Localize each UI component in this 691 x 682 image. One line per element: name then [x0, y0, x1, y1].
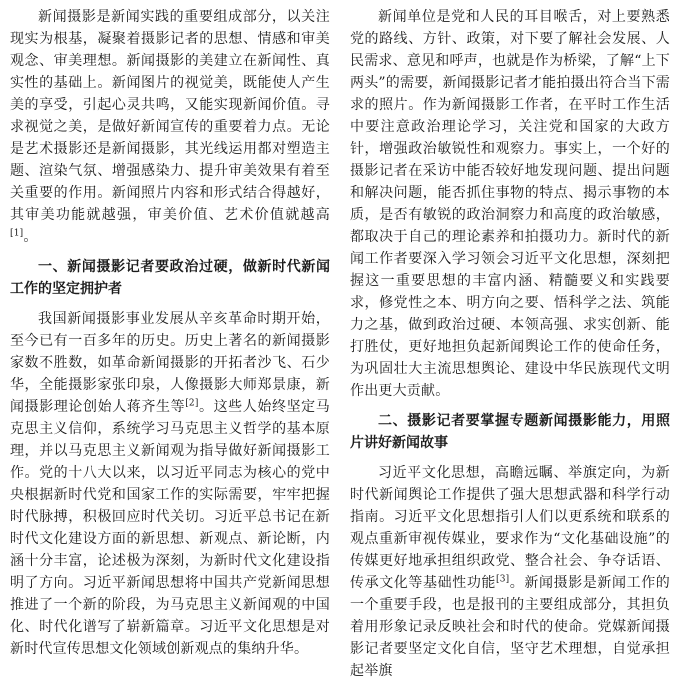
paragraph-text-end: 。新闻摄影是新闻工作的一个重要手段，也是报刊的主要组成部分，其担负着用形象记录反映社会和时代的使命。党媒新闻摄影记者要坚定文化自信，坚守艺术理想，自觉承担起举旗 — [350, 575, 671, 679]
section-heading-2: 二、摄影记者要掌握专题新闻摄影能力，用照片讲好新闻故事 — [350, 413, 670, 451]
paragraph-culture-thought — [350, 462, 670, 682]
paragraph-intro — [10, 6, 330, 248]
paragraph-text-end: 。这些人始终坚定马克思主义信仰，系统学习马克思主义哲学的基本原理，并以马克思主义新闻观为指导做好新闻摄影工作。党的十八大以来，以习近平同志为核心的党中央根据新时代党和国家工作的实际需要，牢牢把握时代脉搏，积极回应时代关切。习近平总书记在新时代文化建设方面的新思想、新观点、新论断，内涵十分丰富，论述极为深刻，为新时代文化建设指明了方向。习近平新闻思想将中国共产党新闻思想推进了一个新的阶段，为马克思主义新闻观的中国化、时代化谱写了崭新篇章。习近平文化思想是对新时代宣传思想文化领域创新观点的集纳升华。 — [10, 399, 330, 657]
paragraph-text: 我国新闻摄影事业发展从辛亥革命时期开始，至今已有一百多年的历史。历史上著名的新闻摄影家数不胜数，如革命新闻摄影的开拓者沙飞、石少华，全能摄影家张印泉，人像摄影大师郑景康，新闻摄影理论创始人蒋齐生等 — [10, 311, 330, 415]
left-column — [10, 6, 330, 660]
citation-2: [2] — [185, 398, 199, 409]
citation-1: [1] — [10, 228, 24, 239]
right-column — [350, 6, 670, 682]
paragraph-text-end: 。 — [23, 229, 38, 245]
paragraph-text: 习近平文化思想，高瞻远瞩、举旗定向，为新时代新闻舆论工作提供了强大思想武器和科学行动指南。习近平文化思想指引人们以更系统和联系的观点重新审视传媒业，要求作为“文化基础设施”的传媒更好地承担组织政党、整合社会、争夺话语、传承文化等基础性功能 — [350, 465, 670, 591]
paragraph-news-unit: 新闻单位是党和人民的耳目喉舌，对上要熟悉党的路线、方针、政策，对下要了解社会发展、人民需求、意见和呼声，也就是作为桥梁，了解“上下两头”的需要，新闻摄影记者才能拍摄出符合当下需求的照片。作为新闻摄影工作者，在平时工作生活中要注意政治理论学习，关注党和国家的大政方针，增强政治敏锐性和观察力。事实上，一个好的摄影记者在采访中能否较好地发现问题、提出问题和解决问题，能否抓住事物的特点、揭示事物的本质，是否有敏锐的政治洞察力和高度的政治敏感，都取决于自己的理论素养和拍摄功力。新时代的新闻工作者要深入学习领会习近平文化思想，深刻把握这一重要思想的丰富内涵、精髓要义和实践要求，修党性之本、明方向之要、悟科学之法、筑能力之基，做到政治过硬、本领高强、求实创新、能打胜仗，更好地担负起新闻舆论工作的使命任务，为巩固壮大主流思想舆论、建设中华民族现代文明作出更大贡献。 — [350, 9, 670, 399]
section-heading-1: 一、新闻摄影记者要政治过硬，做新时代新闻工作的坚定拥护者 — [10, 259, 330, 297]
paragraph-text: 新闻摄影是新闻实践的重要组成部分，以关注现实为根基，凝聚着摄影记者的思想、情感和审美观念、审美理想。新闻摄影的美建立在新闻性、真实性的基础上。新闻图片的视觉美，既能使人产生美的享受，引起心灵共鸣，又能实现新闻价值。寻求视觉之美，是做好新闻宣传的重要着力点。无论是艺术摄影还是新闻摄影，其光线运用都对塑造主题、渲染气氛、增强感染力、提升审美效果有着至关重要的作用。新闻照片内容和形式结合得越好，其审美功能就越强，审美价值、艺术价值就越高 — [10, 9, 330, 223]
citation-3: [3] — [496, 574, 510, 585]
paragraph-history — [10, 308, 330, 660]
